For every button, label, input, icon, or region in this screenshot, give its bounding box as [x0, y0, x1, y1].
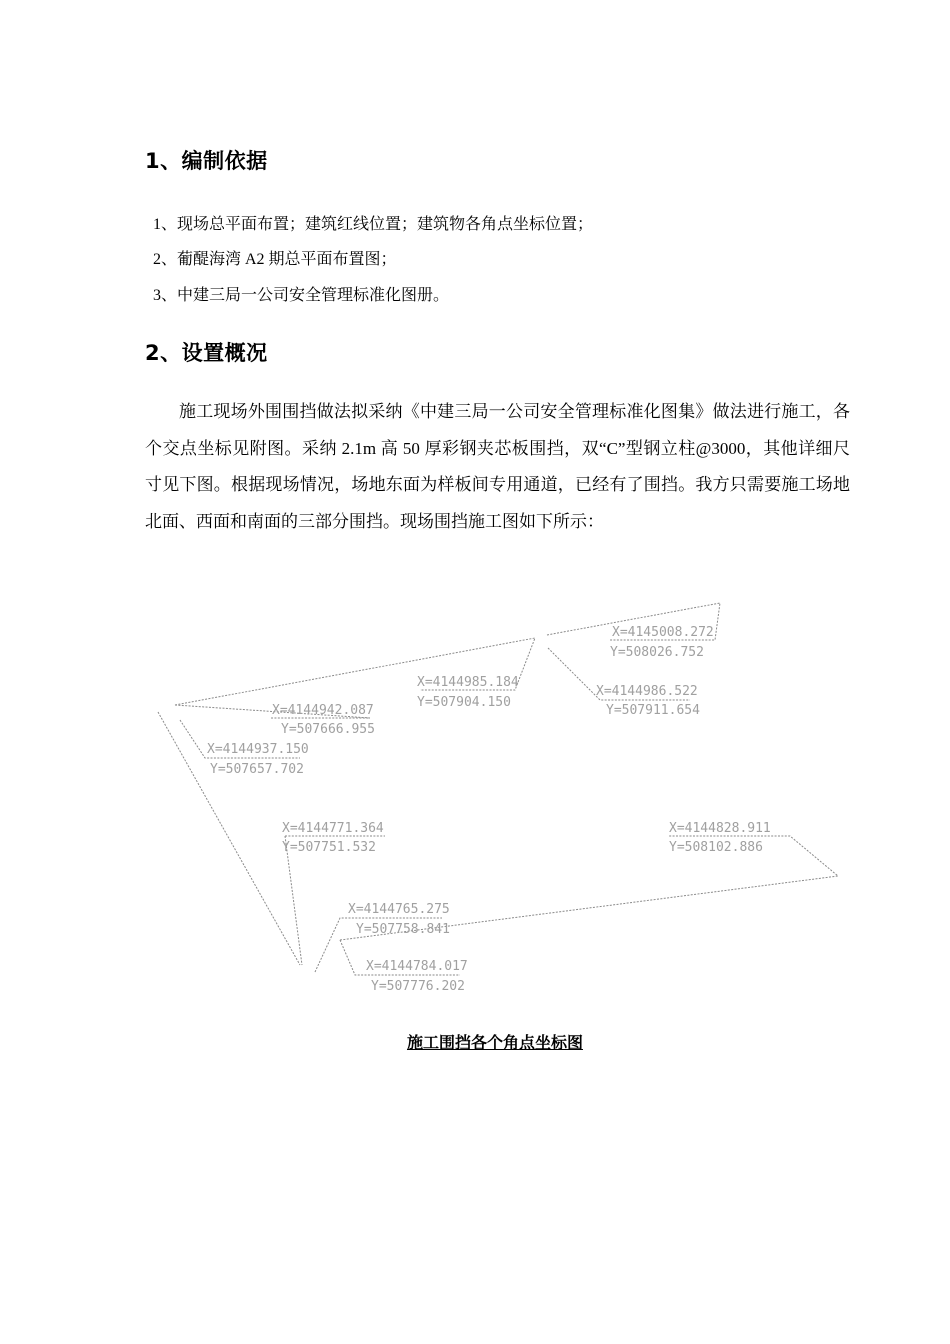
- point-9-x-label: X=4144784.017: [366, 959, 468, 974]
- point-8-y-label: Y=507758.841: [356, 922, 450, 937]
- point-9-y-label: Y=507776.202: [371, 979, 465, 994]
- point-5-x-label: X=4144937.150: [207, 742, 309, 757]
- boundary-southwest-drop-line: [285, 836, 302, 965]
- diagram-caption: 施工围挡各个角点坐标图: [406, 1033, 583, 1052]
- hoarding-coordinate-diagram: [0, 590, 950, 1010]
- basis-item-2: 2、葡醍海湾 A2 期总平面布置图；: [153, 251, 397, 268]
- point-7-y-label: Y=508102.886: [669, 840, 763, 855]
- point-1-x-label: X=4145008.272: [612, 625, 714, 640]
- overview-paragraph: 施工现场外围围挡做法拟采纳《中建三局一公司安全管理标准化图集》做法进行施工，各个交点坐标见附图。采纳 2.1m 高 50 厚彩钢夹芯板围挡，双“C”型钢立柱@3000，其他详细尺寸见下图。根据现场情况，场地东面为样板间专用通道，已经有了围挡。我方只需要施工场地北面、西面和南面的三部分围挡。现场围挡施工图如下所示：: [145, 402, 850, 531]
- section-1-heading: 1、编制依据: [145, 149, 268, 173]
- point-2-y-label: Y=507904.150: [417, 695, 511, 710]
- basis-item-1: 1、现场总平面布置；建筑红线位置；建筑物各角点坐标位置；: [153, 216, 594, 233]
- basis-item-3: 3、中建三局一公司安全管理标准化图册。: [153, 287, 450, 304]
- point-8-x-label: X=4144765.275: [348, 902, 450, 917]
- point-3-y-label: Y=507911.654: [606, 703, 700, 718]
- point-1-y-label: Y=508026.752: [610, 645, 704, 660]
- section-2-heading: 2、设置概况: [145, 341, 268, 365]
- point-4-y-label: Y=507666.955: [281, 722, 375, 737]
- point-7-x-label: X=4144828.911: [669, 821, 771, 836]
- point-6-x-label: X=4144771.364: [282, 821, 384, 836]
- point-5-y-label: Y=507657.702: [210, 762, 304, 777]
- corner-labels: [207, 625, 771, 994]
- point-6-y-label: Y=507751.532: [282, 840, 376, 855]
- point-3-x-label: X=4144986.522: [596, 684, 698, 699]
- point-2-x-label: X=4144985.184: [417, 675, 519, 690]
- point-4-x-label: X=4144942.087: [272, 703, 374, 718]
